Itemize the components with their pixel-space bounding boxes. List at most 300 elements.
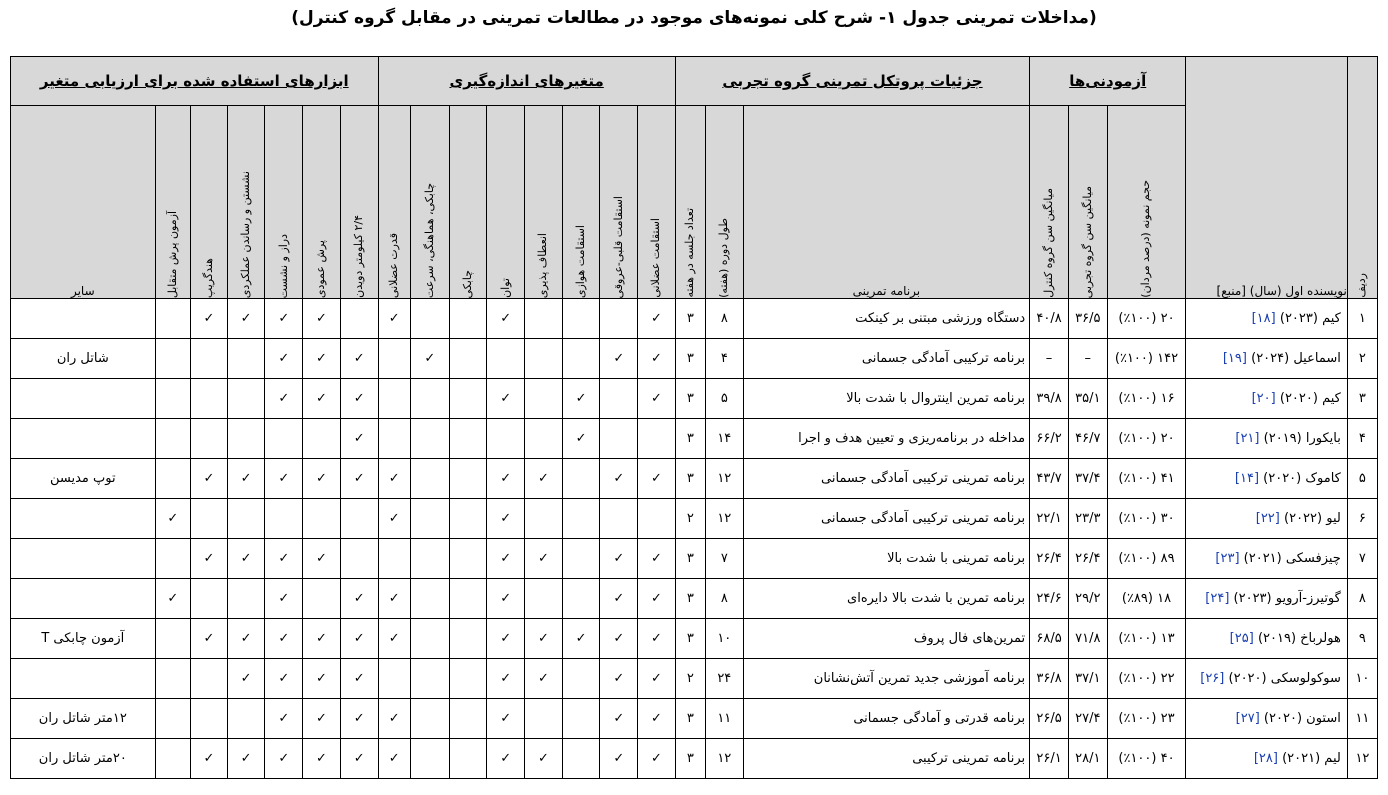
check-cell xyxy=(638,739,676,779)
check-cell xyxy=(340,699,378,739)
check-cell xyxy=(191,379,228,419)
check-cell xyxy=(227,299,265,339)
other-tool xyxy=(11,579,156,619)
sessions-per-week: ۳ xyxy=(675,739,705,779)
author-cell xyxy=(1186,339,1348,379)
duration-weeks: ۴ xyxy=(705,339,743,379)
check-cell xyxy=(303,579,341,619)
author-cell xyxy=(1186,699,1348,739)
check-mark-icon: ✓ xyxy=(651,631,662,646)
age-control: ۳۶/۸ xyxy=(1030,659,1069,699)
age-control: ۲۶/۱ xyxy=(1030,739,1069,779)
check-cell xyxy=(449,379,487,419)
check-mark-icon: ✓ xyxy=(316,551,327,566)
check-mark-icon: ✓ xyxy=(240,471,252,486)
table-row xyxy=(11,699,1378,739)
reference-link[interactable]: [۲۵] xyxy=(1229,631,1254,646)
check-mark-icon: ✓ xyxy=(651,711,662,726)
check-mark-icon: ✓ xyxy=(613,711,625,726)
check-cell xyxy=(487,699,525,739)
other-tool xyxy=(11,419,156,459)
check-mark-icon: ✓ xyxy=(316,351,327,366)
check-mark-icon: ✓ xyxy=(278,551,290,566)
check-cell xyxy=(155,659,191,699)
check-cell xyxy=(265,739,303,779)
sample-size: ۱۴۲ (٪۱۰۰) xyxy=(1107,339,1186,379)
check-mark-icon: ✓ xyxy=(500,511,512,526)
check-mark-icon: ✓ xyxy=(240,311,252,326)
header-other: سایر xyxy=(11,106,156,299)
check-cell xyxy=(191,659,228,699)
check-mark-icon: ✓ xyxy=(651,391,662,406)
sample-size: ۲۲ (٪۱۰۰) xyxy=(1107,659,1186,699)
reference-link[interactable]: [۱۹] xyxy=(1222,351,1247,366)
check-cell xyxy=(600,379,638,419)
header-duration: طول دوره (هفته) xyxy=(705,106,743,299)
row-number: ۹ xyxy=(1347,619,1377,659)
check-cell xyxy=(562,739,600,779)
check-cell xyxy=(449,499,487,539)
check-cell xyxy=(638,539,676,579)
author-cell xyxy=(1186,539,1348,579)
author-cell xyxy=(1186,579,1348,619)
check-cell xyxy=(600,699,638,739)
header-tool-situps: دراز و نشست xyxy=(265,106,303,299)
check-cell xyxy=(487,539,525,579)
sessions-per-week: ۳ xyxy=(675,619,705,659)
reference-link[interactable]: [۱۴] xyxy=(1234,471,1260,486)
header-author: نویسنده اول (سال) [منبع] xyxy=(1186,57,1348,299)
check-mark-icon: ✓ xyxy=(575,631,587,646)
check-cell xyxy=(638,619,676,659)
check-cell xyxy=(638,659,676,699)
check-cell xyxy=(449,699,487,739)
check-cell xyxy=(410,459,449,499)
check-mark-icon: ✓ xyxy=(167,591,179,606)
header-var-cardio: استقامت قلبی-عروقی xyxy=(600,106,638,299)
check-cell xyxy=(562,659,600,699)
check-cell xyxy=(227,579,265,619)
check-cell xyxy=(340,379,378,419)
sample-size: ۲۰ (٪۱۰۰) xyxy=(1107,419,1186,459)
header-var-muscular-endurance: استقامت عضلانی xyxy=(638,106,676,299)
check-mark-icon: ✓ xyxy=(613,551,625,566)
reference-link[interactable]: [۱۸] xyxy=(1251,311,1276,326)
check-cell xyxy=(638,419,676,459)
check-mark-icon: ✓ xyxy=(203,751,215,766)
check-mark-icon: ✓ xyxy=(613,591,625,606)
check-cell xyxy=(340,459,378,499)
check-cell xyxy=(410,419,449,459)
check-cell xyxy=(525,379,563,419)
table-row xyxy=(11,659,1378,699)
reference-link[interactable]: [۲۳] xyxy=(1215,551,1240,566)
table-row xyxy=(11,459,1378,499)
check-cell xyxy=(638,499,676,539)
check-mark-icon: ✓ xyxy=(278,751,290,766)
check-cell xyxy=(155,459,191,499)
check-cell xyxy=(638,339,676,379)
check-mark-icon: ✓ xyxy=(500,711,512,726)
check-mark-icon: ✓ xyxy=(353,711,365,726)
sessions-per-week: ۳ xyxy=(675,379,705,419)
check-cell xyxy=(410,579,449,619)
age-control: ۶۶/۲ xyxy=(1030,419,1069,459)
check-cell xyxy=(340,659,378,699)
age-experimental: ۷۱/۸ xyxy=(1068,619,1107,659)
author-cell xyxy=(1186,739,1348,779)
duration-weeks: ۱۲ xyxy=(705,499,743,539)
check-mark-icon: ✓ xyxy=(353,431,365,446)
check-cell xyxy=(525,459,563,499)
check-cell xyxy=(191,539,228,579)
program: برنامه تمرینی ترکیبی آمادگی جسمانی xyxy=(743,499,1029,539)
program: دستگاه ورزشی مبتنی بر کینکت xyxy=(743,299,1029,339)
header-tool-run: ۲/۴ کیلومتر دویدن xyxy=(340,106,378,299)
check-cell xyxy=(487,339,525,379)
author-name: کیم (۲۰۲۳) xyxy=(1279,311,1341,326)
author-cell xyxy=(1186,459,1348,499)
program: برنامه تمرینی با شدت بالا xyxy=(743,539,1029,579)
check-cell xyxy=(227,459,265,499)
check-cell xyxy=(487,619,525,659)
check-cell xyxy=(410,619,449,659)
check-cell xyxy=(155,739,191,779)
check-cell xyxy=(378,619,410,659)
check-mark-icon: ✓ xyxy=(388,711,400,726)
age-control: ۶۸/۵ xyxy=(1030,619,1069,659)
check-mark-icon: ✓ xyxy=(500,631,512,646)
check-cell xyxy=(487,459,525,499)
check-mark-icon: ✓ xyxy=(537,631,549,646)
other-tool: ۲۰متر شاتل ران xyxy=(11,739,156,779)
program: برنامه تمرین با شدت بالا دایره‌ای xyxy=(743,579,1029,619)
age-control: ۲۶/۵ xyxy=(1030,699,1069,739)
check-mark-icon: ✓ xyxy=(537,671,549,686)
check-cell xyxy=(265,299,303,339)
check-cell xyxy=(600,659,638,699)
check-cell xyxy=(303,619,341,659)
header-var-aerobic: استقامت هوازی xyxy=(562,106,600,299)
check-cell xyxy=(155,299,191,339)
check-mark-icon: ✓ xyxy=(316,711,327,726)
check-mark-icon: ✓ xyxy=(316,751,327,766)
check-cell xyxy=(487,499,525,539)
check-cell xyxy=(303,499,341,539)
check-mark-icon: ✓ xyxy=(278,591,290,606)
check-cell xyxy=(562,379,600,419)
other-tool: توپ مدیسن xyxy=(11,459,156,499)
check-cell xyxy=(265,579,303,619)
sessions-per-week: ۳ xyxy=(675,299,705,339)
check-cell xyxy=(227,539,265,579)
check-mark-icon: ✓ xyxy=(353,471,365,486)
check-cell xyxy=(303,659,341,699)
check-mark-icon: ✓ xyxy=(353,591,365,606)
check-cell xyxy=(638,299,676,339)
check-cell xyxy=(265,499,303,539)
check-mark-icon: ✓ xyxy=(278,391,290,406)
check-cell xyxy=(155,419,191,459)
other-tool xyxy=(11,499,156,539)
check-mark-icon: ✓ xyxy=(240,751,252,766)
check-mark-icon: ✓ xyxy=(316,631,327,646)
check-mark-icon: ✓ xyxy=(537,751,549,766)
table-row xyxy=(11,499,1378,539)
sessions-per-week: ۳ xyxy=(675,539,705,579)
check-mark-icon: ✓ xyxy=(203,631,215,646)
reference-link[interactable]: [۲۶] xyxy=(1200,671,1225,686)
check-cell xyxy=(449,339,487,379)
check-cell xyxy=(449,459,487,499)
check-mark-icon: ✓ xyxy=(388,631,400,646)
check-cell xyxy=(155,539,191,579)
check-mark-icon: ✓ xyxy=(278,351,290,366)
author-name: گوتیرز-آرویو (۲۰۲۳) xyxy=(1233,591,1341,606)
check-mark-icon: ✓ xyxy=(278,471,290,486)
check-cell xyxy=(378,419,410,459)
reference-link[interactable]: [۲۰] xyxy=(1251,391,1276,406)
check-cell xyxy=(191,739,228,779)
check-cell xyxy=(227,659,265,699)
check-mark-icon: ✓ xyxy=(316,391,327,406)
check-cell xyxy=(378,459,410,499)
check-cell xyxy=(378,579,410,619)
check-cell xyxy=(265,459,303,499)
check-cell xyxy=(155,619,191,659)
author-name: سوکولوسکی (۲۰۲۰) xyxy=(1228,671,1341,686)
check-cell xyxy=(303,339,341,379)
age-experimental: ۲۸/۱ xyxy=(1068,739,1107,779)
check-mark-icon: ✓ xyxy=(651,591,662,606)
check-cell xyxy=(340,619,378,659)
check-mark-icon: ✓ xyxy=(500,591,512,606)
check-cell xyxy=(378,499,410,539)
duration-weeks: ۸ xyxy=(705,299,743,339)
check-cell xyxy=(562,459,600,499)
program: تمرین‌های فال پروف xyxy=(743,619,1029,659)
check-cell xyxy=(265,539,303,579)
check-cell xyxy=(378,339,410,379)
reference-link[interactable]: [۲۴] xyxy=(1205,591,1230,606)
check-cell xyxy=(265,339,303,379)
check-cell xyxy=(600,299,638,339)
program: مداخله در برنامه‌ریزی و تعیین هدف و اجرا xyxy=(743,419,1029,459)
check-cell xyxy=(525,539,563,579)
duration-weeks: ۲۴ xyxy=(705,659,743,699)
table-row xyxy=(11,579,1378,619)
check-cell xyxy=(410,539,449,579)
author-name: اسماعیل (۲۰۲۴) xyxy=(1251,351,1341,366)
check-cell xyxy=(487,659,525,699)
check-mark-icon: ✓ xyxy=(500,471,512,486)
age-experimental: ۲۹/۲ xyxy=(1068,579,1107,619)
reference-link[interactable]: [۲۷] xyxy=(1235,711,1260,726)
check-mark-icon: ✓ xyxy=(278,711,290,726)
check-mark-icon: ✓ xyxy=(613,671,625,686)
duration-weeks: ۵ xyxy=(705,379,743,419)
check-cell xyxy=(638,699,676,739)
check-cell xyxy=(600,459,638,499)
check-cell xyxy=(638,459,676,499)
check-cell xyxy=(340,739,378,779)
table-row xyxy=(11,299,1378,339)
author-cell xyxy=(1186,419,1348,459)
check-cell xyxy=(600,339,638,379)
check-cell xyxy=(600,579,638,619)
sessions-per-week: ۳ xyxy=(675,699,705,739)
check-cell xyxy=(340,539,378,579)
check-mark-icon: ✓ xyxy=(537,551,549,566)
check-cell xyxy=(525,339,563,379)
check-cell xyxy=(340,499,378,539)
check-mark-icon: ✓ xyxy=(388,751,400,766)
check-mark-icon: ✓ xyxy=(316,471,327,486)
check-mark-icon: ✓ xyxy=(651,471,662,486)
check-cell xyxy=(525,739,563,779)
age-control: ۴۰/۸ xyxy=(1030,299,1069,339)
check-cell xyxy=(638,379,676,419)
check-cell xyxy=(340,339,378,379)
check-cell xyxy=(525,659,563,699)
check-mark-icon: ✓ xyxy=(353,671,365,686)
program: برنامه آموزشی جدید تمرین آتش‌نشانان xyxy=(743,659,1029,699)
other-tool: آزمون چابکی T xyxy=(11,619,156,659)
duration-weeks: ۱۱ xyxy=(705,699,743,739)
header-tool-sit-reach: نشستن و رساندن عملکردی xyxy=(227,106,265,299)
author-name: کیم (۲۰۲۰) xyxy=(1279,391,1341,406)
sample-size: ۳۰ (٪۱۰۰) xyxy=(1107,499,1186,539)
check-cell xyxy=(265,659,303,699)
check-cell xyxy=(191,699,228,739)
check-cell xyxy=(340,419,378,459)
check-cell xyxy=(410,339,449,379)
check-cell xyxy=(449,539,487,579)
check-cell xyxy=(303,459,341,499)
age-experimental: ۳۷/۱ xyxy=(1068,659,1107,699)
age-experimental: ۴۶/۷ xyxy=(1068,419,1107,459)
check-mark-icon: ✓ xyxy=(651,751,662,766)
header-age-ctrl: میانگین سن گروه کنترل xyxy=(1030,106,1069,299)
duration-weeks: ۱۲ xyxy=(705,459,743,499)
program: برنامه قدرتی و آمادگی جسمانی xyxy=(743,699,1029,739)
age-experimental: ۲۶/۴ xyxy=(1068,539,1107,579)
check-mark-icon: ✓ xyxy=(167,511,179,526)
check-cell xyxy=(410,739,449,779)
column-header-row xyxy=(11,106,1378,299)
author-cell xyxy=(1186,299,1348,339)
age-control: – xyxy=(1030,339,1069,379)
check-cell xyxy=(378,739,410,779)
group-protocol: جزئیات پروتکل تمرینی گروه تجربی xyxy=(675,57,1029,106)
sessions-per-week: ۳ xyxy=(675,419,705,459)
check-cell xyxy=(227,379,265,419)
other-tool xyxy=(11,659,156,699)
sessions-per-week: ۲ xyxy=(675,499,705,539)
check-mark-icon: ✓ xyxy=(613,351,625,366)
table-row xyxy=(11,539,1378,579)
author-name: کاموک (۲۰۲۰) xyxy=(1263,471,1341,486)
check-cell xyxy=(449,619,487,659)
other-tool: ۱۲متر شاتل ران xyxy=(11,699,156,739)
table-row xyxy=(11,619,1378,659)
sample-size: ۱۳ (٪۱۰۰) xyxy=(1107,619,1186,659)
age-experimental: – xyxy=(1068,339,1107,379)
sample-size: ۱۶ (٪۱۰۰) xyxy=(1107,379,1186,419)
table-row xyxy=(11,379,1378,419)
check-mark-icon: ✓ xyxy=(500,751,512,766)
table-row xyxy=(11,339,1378,379)
other-tool xyxy=(11,539,156,579)
caption-text: جدول ۱- شرح کلی نمونه‌های موجود در مطالعات تمرینی در مقابل گروه کنترل) xyxy=(291,8,950,28)
group-participants: آزمودنی‌ها xyxy=(1030,57,1186,106)
age-experimental: ۳۵/۱ xyxy=(1068,379,1107,419)
check-cell xyxy=(487,419,525,459)
check-cell xyxy=(191,579,228,619)
check-mark-icon: ✓ xyxy=(203,311,215,326)
check-mark-icon: ✓ xyxy=(575,391,587,406)
check-cell xyxy=(562,699,600,739)
header-var-flexibility: انعطاف پذیری xyxy=(525,106,563,299)
author-name: لیم (۲۰۲۱) xyxy=(1282,751,1341,766)
check-cell xyxy=(191,339,228,379)
check-mark-icon: ✓ xyxy=(424,351,436,366)
program: برنامه تمرینی ترکیبی آمادگی جسمانی xyxy=(743,459,1029,499)
reference-link[interactable]: [۲۲] xyxy=(1255,511,1280,526)
age-control: ۴۳/۷ xyxy=(1030,459,1069,499)
check-mark-icon: ✓ xyxy=(613,471,625,486)
check-cell xyxy=(155,339,191,379)
age-control: ۲۲/۱ xyxy=(1030,499,1069,539)
check-cell xyxy=(562,339,600,379)
header-var-coordination: چابکی، هماهنگی، سرعت xyxy=(410,106,449,299)
check-cell xyxy=(525,299,563,339)
check-cell xyxy=(303,739,341,779)
sample-size: ۸۹ (٪۱۰۰) xyxy=(1107,539,1186,579)
row-number: ۳ xyxy=(1347,379,1377,419)
check-mark-icon: ✓ xyxy=(353,751,365,766)
check-mark-icon: ✓ xyxy=(575,431,587,446)
other-tool xyxy=(11,299,156,339)
check-cell xyxy=(525,499,563,539)
check-cell xyxy=(155,499,191,539)
sessions-per-week: ۳ xyxy=(675,459,705,499)
check-mark-icon: ✓ xyxy=(278,311,290,326)
sample-size: ۴۱ (٪۱۰۰) xyxy=(1107,459,1186,499)
caption-prefix: (مداخلات تمرینی xyxy=(955,8,1097,28)
duration-weeks: ۸ xyxy=(705,579,743,619)
check-mark-icon: ✓ xyxy=(537,471,549,486)
check-cell xyxy=(525,699,563,739)
check-cell xyxy=(525,619,563,659)
sample-size: ۱۸ (٪۸۹) xyxy=(1107,579,1186,619)
header-sessions: تعداد جلسه در هفته xyxy=(675,106,705,299)
check-cell xyxy=(525,579,563,619)
reference-link[interactable]: [۲۸] xyxy=(1253,751,1278,766)
check-mark-icon: ✓ xyxy=(388,311,400,326)
check-cell xyxy=(191,619,228,659)
duration-weeks: ۱۰ xyxy=(705,619,743,659)
check-cell xyxy=(303,699,341,739)
check-mark-icon: ✓ xyxy=(203,471,215,486)
other-tool: شاتل ران xyxy=(11,339,156,379)
row-number: ۱۲ xyxy=(1347,739,1377,779)
check-cell xyxy=(340,299,378,339)
other-tool xyxy=(11,379,156,419)
check-cell xyxy=(265,379,303,419)
header-row-number: ردیف xyxy=(1347,57,1377,299)
reference-link[interactable]: [۲۱] xyxy=(1235,431,1260,446)
